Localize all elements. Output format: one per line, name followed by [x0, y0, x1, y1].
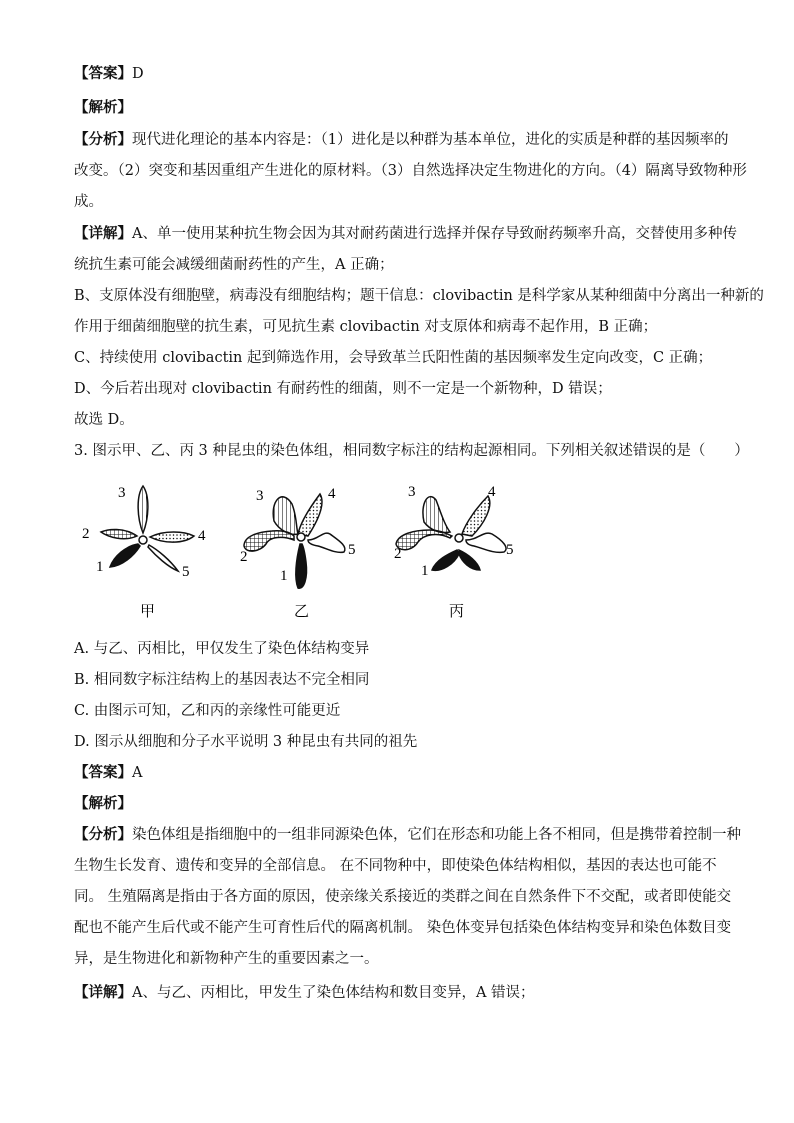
answer-tag-2: 【答案】 — [74, 765, 132, 781]
answer-tag: 【答案】 — [74, 66, 132, 82]
fenxi2-line-4: 配也不能产生后代或不能产生可育性后代的隔离机制。 染色体变异包括染色体结构变异和染色体数目变 — [74, 920, 732, 936]
answer-value-2: A — [132, 765, 143, 781]
option-a: A. 与乙、丙相比，甲仅发生了染色体结构变异 — [74, 641, 370, 657]
karyotype-bing — [396, 496, 506, 570]
fig-label-bing-1: 1 — [421, 563, 429, 579]
option-c: C. 由图示可知，乙和丙的亲缘性可能更近 — [74, 703, 341, 719]
fenxi2-line-5: 异，是生物进化和新物种产生的重要因素之一。 — [74, 951, 379, 967]
fig-label-bing-5: 5 — [506, 542, 514, 558]
fenxi-line-2: 改变。（2）突变和基因重组产生进化的原材料。（3）自然选择决定生物进化的方向。（4）隔离导致物种形 — [74, 163, 747, 179]
detail-tag: 【详解】 — [74, 226, 132, 242]
fenxi-tag-2: 【分析】 — [74, 827, 132, 843]
detail-line-4: 作用于细菌细胞壁的抗生素，可见抗生素 clovibactin 对支原体和病毒不起作用，B 正确； — [74, 319, 658, 335]
detail2-line-1: 【详解】A、与乙、丙相比，甲发生了染色体结构和数目变异，A 错误； — [74, 985, 535, 1001]
fig-label-yi-2: 2 — [240, 549, 248, 565]
karyotype-jia — [101, 486, 194, 571]
fig-label-jia-4: 4 — [198, 528, 206, 544]
fenxi-line-3: 成。 — [74, 194, 103, 210]
answer-line-1 — [74, 64, 144, 84]
fig-label-jia-2: 2 — [82, 526, 90, 542]
answer-value: D — [132, 66, 144, 82]
fenxi2-line-2: 生物生长发育、遗传和变异的全部信息。 在不同物种中，即使染色体结构相似，基因的表达也可能不 — [74, 858, 717, 874]
detail-line-7: 故选 D。 — [74, 412, 134, 428]
detail-tag-2: 【详解】 — [74, 985, 132, 1001]
fig-label-yi-1: 1 — [280, 568, 288, 584]
option-b: B. 相同数字标注结构上的基因表达不完全相同 — [74, 672, 370, 688]
fig-label-yi-3: 3 — [256, 488, 264, 504]
fig-caption-yi: 乙 — [294, 604, 310, 620]
answer-line-2 — [74, 763, 142, 783]
analysis-heading: 【解析】 — [74, 100, 132, 116]
fig-caption-bing: 丙 — [449, 604, 465, 620]
chromosome-figure — [74, 474, 534, 624]
fenxi2-line-3: 同。 生殖隔离是指由于各方面的原因，使亲缘关系接近的类群之间在自然条件下不交配，或者即使能交 — [74, 889, 732, 905]
fenxi-tag: 【分析】 — [74, 132, 132, 148]
detail-line-2: 统抗生素可能会减缓细菌耐药性的产生，A 正确； — [74, 257, 394, 273]
karyotype-yi — [244, 494, 345, 588]
detail-line-3: B、支原体没有细胞壁，病毒没有细胞结构；题干信息：clovibactin 是科学家从某种细菌中分离出一种新的 — [74, 288, 764, 304]
detail-line-5: C、持续使用 clovibactin 起到筛选作用，会导致革兰氏阳性菌的基因频率发生定向改变，C 正确； — [74, 350, 713, 366]
fig-label-yi-5: 5 — [348, 542, 356, 558]
fig-label-jia-3: 3 — [118, 485, 126, 501]
fig-label-bing-3: 3 — [408, 484, 416, 500]
fig-label-jia-1: 1 — [96, 559, 104, 575]
fig-label-bing-2: 2 — [394, 546, 402, 562]
fig-label-yi-4: 4 — [328, 486, 336, 502]
analysis-heading-2: 【解析】 — [74, 796, 132, 812]
question-3: 3. 图示甲、乙、丙 3 种昆虫的染色体组，相同数字标注的结构起源相同。下列相关叙述错误的是（ ） — [74, 443, 749, 459]
fig-label-bing-4: 4 — [488, 484, 496, 500]
fenxi2-line-1: 【分析】染色体组是指细胞中的一组非同源染色体，它们在形态和功能上各不相同，但是携带着控制一种 — [74, 827, 741, 843]
fig-caption-jia: 甲 — [140, 604, 156, 620]
detail-line-6: D、今后若出现对 clovibactin 有耐药性的细菌，则不一定是一个新物种，D 错误； — [74, 381, 612, 397]
option-d: D. 图示从细胞和分子水平说明 3 种昆虫有共同的祖先 — [74, 734, 418, 750]
fig-label-jia-5: 5 — [182, 564, 190, 580]
fenxi-line-1: 【分析】现代进化理论的基本内容是：（1）进化是以种群为基本单位，进化的实质是种群的基因频率的 — [74, 132, 729, 148]
detail-line-1: 【详解】A、单一使用某种抗生物会因为其对耐药菌进行选择并保存导致耐药频率升高，交替使用多种传 — [74, 226, 737, 242]
